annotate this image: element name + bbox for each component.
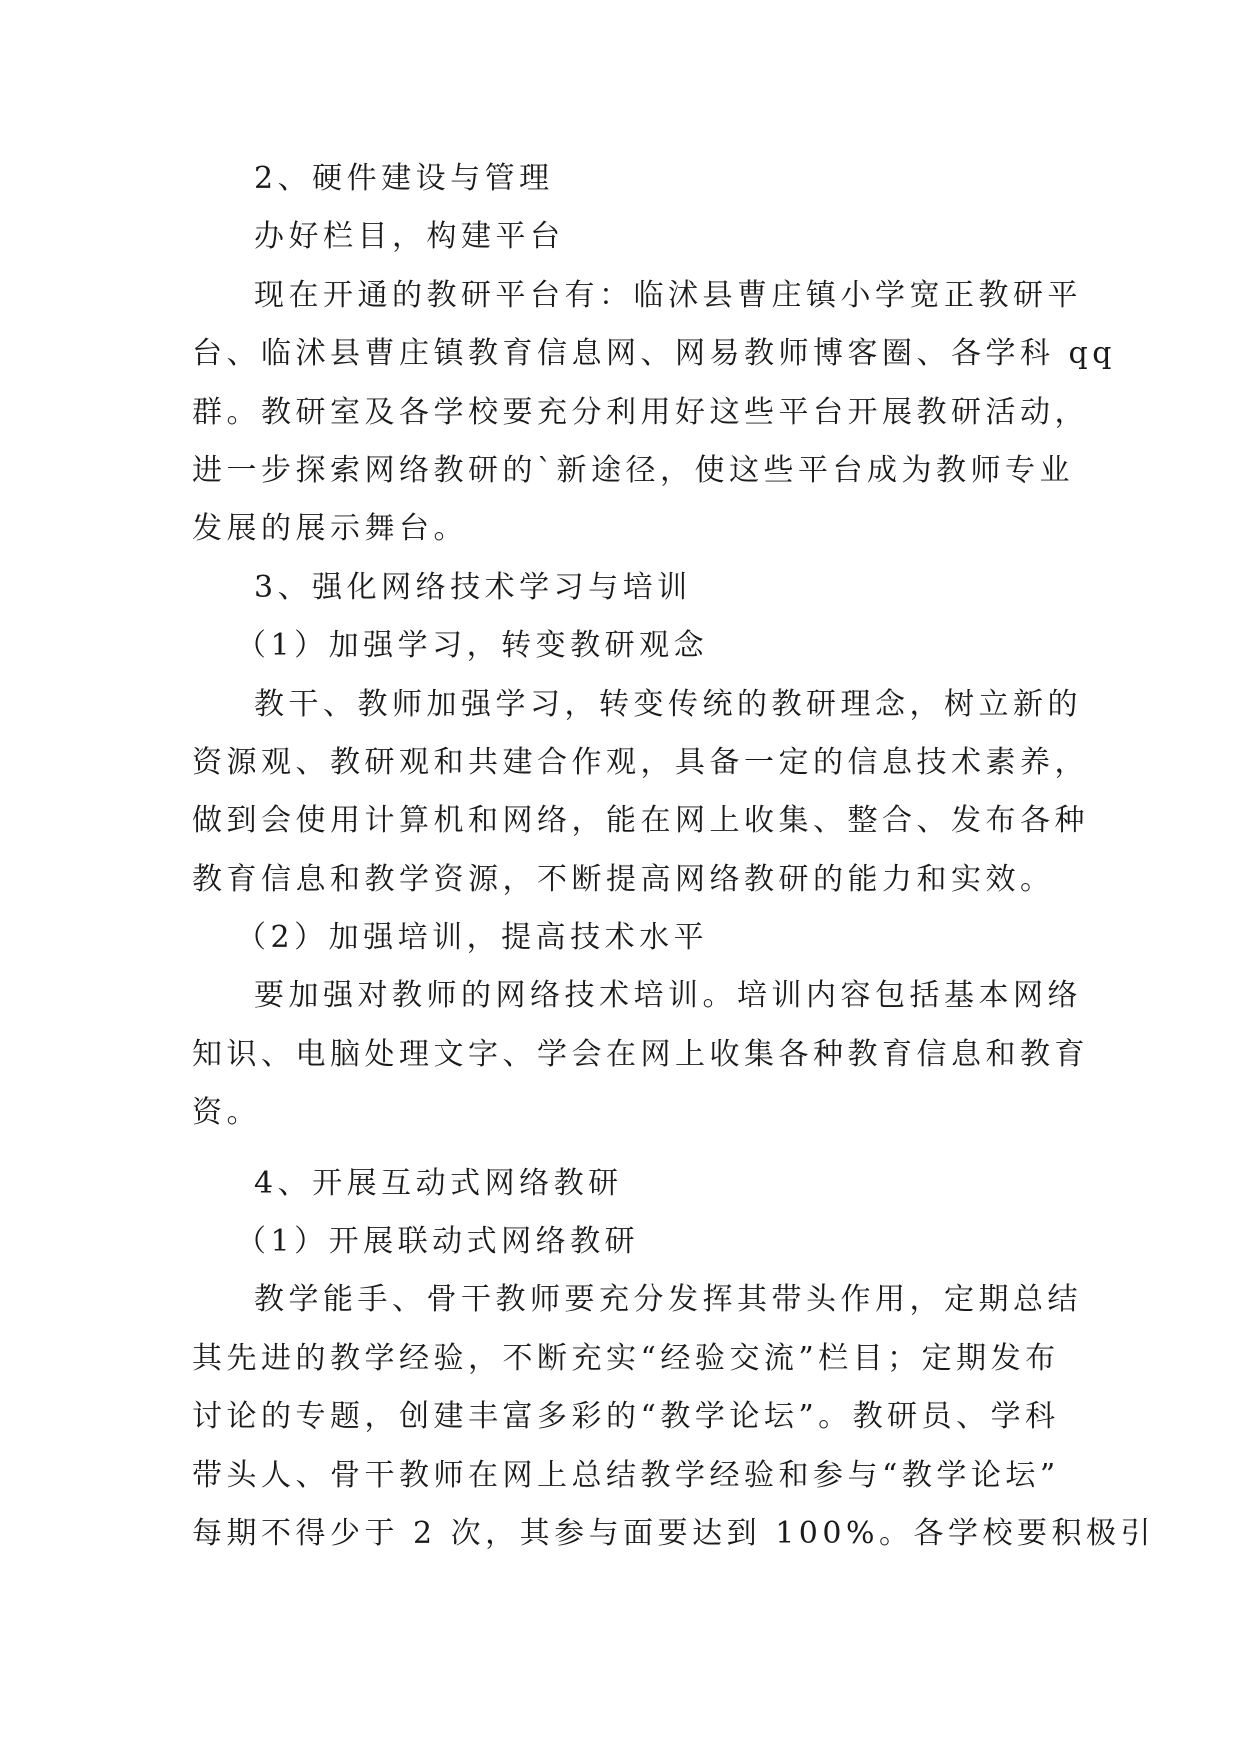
section-heading-3: 3、强化网络技术学习与培训 <box>254 569 692 605</box>
paragraph-line: 讨论的专题，创建丰富多彩的“教学论坛”。教研员、学科 <box>192 1399 1060 1435</box>
paragraph-line: 其先进的教学经验，不断充实“经验交流”栏目；定期发布 <box>192 1340 1060 1376</box>
paragraph-line: 资源观、教研观和共建合作观，具备一定的信息技术素养， <box>192 744 1089 780</box>
paragraph-line: 现在开通的教研平台有：临沭县曹庄镇小学宽正教研平 <box>254 277 1082 313</box>
section-heading-2: 2、硬件建设与管理 <box>254 161 554 196</box>
paragraph-line: 教学能手、骨干教师要充分发挥其带头作用，定期总结 <box>254 1282 1082 1318</box>
subheading-3-2: （2）加强培训，提高技术水平 <box>236 920 709 956</box>
paragraph-line: 知识、电脑处理文字、学会在网上收集各种教育信息和教育 <box>192 1036 1089 1072</box>
section-heading-4: 4、开展互动式网络教研 <box>254 1165 623 1201</box>
paragraph-line: 要加强对教师的网络技术培训。培训内容包括基本网络 <box>254 978 1082 1014</box>
subheading-3-1: （1）加强学习，转变教研观念 <box>236 628 709 664</box>
document-body <box>192 150 1155 1563</box>
paragraph-line: 进一步探索网络教研的`新途径，使这些平台成为教师专业 <box>192 452 1074 488</box>
paragraph-line: 发展的展示舞台。 <box>192 511 468 547</box>
subheading-4-1: （1）开展联动式网络教研 <box>236 1224 640 1260</box>
paragraph-line: 带头人、骨干教师在网上总结教学经验和参与“教学论坛” <box>192 1457 1060 1493</box>
paragraph-line: 教干、教师加强学习，转变传统的教研理念，树立新的 <box>254 686 1082 722</box>
paragraph-line: 资。 <box>192 1095 261 1131</box>
paragraph-line: 教育信息和教学资源，不断提高网络教研的能力和实效。 <box>192 861 1055 897</box>
paragraph-line: 台、临沭县曹庄镇教育信息网、网易教师博客圈、各学科 qq <box>192 336 1116 372</box>
paragraph-gap <box>192 1143 1048 1155</box>
paragraph-line: 每期不得少于 2 次，其参与面要达到 100%。各学校要积极引 <box>192 1515 1155 1551</box>
subheading-columns-platform: 办好栏目，构建平台 <box>254 219 565 255</box>
paragraph-line: 群。教研室及各学校要充分利用好这些平台开展教研活动， <box>192 394 1089 430</box>
paragraph-line: 做到会使用计算机和网络，能在网上收集、整合、发布各种 <box>192 803 1089 839</box>
